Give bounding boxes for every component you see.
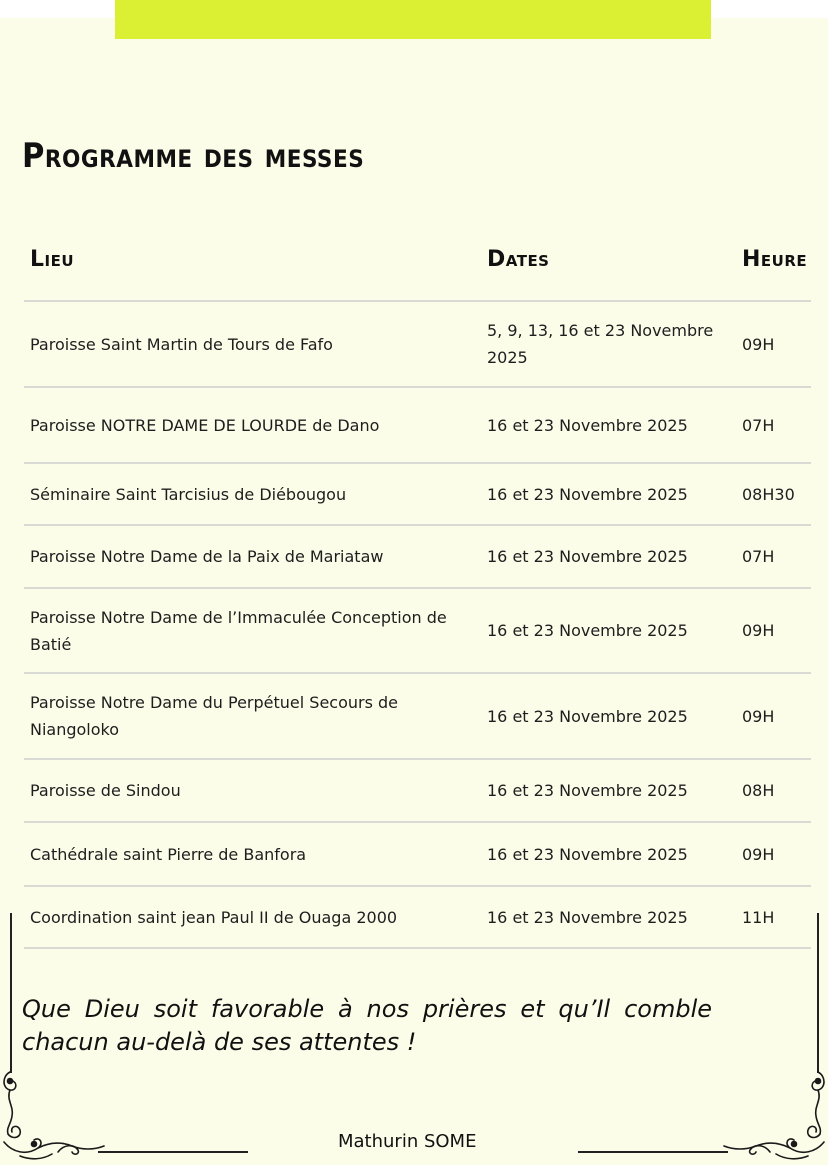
table-row (0, 674, 828, 758)
accent-bar (115, 0, 711, 39)
table-row (0, 464, 828, 524)
cell-heure: 07H (742, 547, 775, 566)
table-row (0, 526, 828, 587)
cell-dates: 16 et 23 Novembre 2025 (487, 415, 688, 435)
cell-lieu: Paroisse NOTRE DAME DE LOURDE de Dano (30, 415, 380, 435)
cell-dates: 16 et 23 Novembre 2025 (487, 781, 688, 800)
cell-dates: 16 et 23 Novembre 2025 (487, 844, 688, 864)
cell-heure: 07H (742, 415, 775, 435)
table-row (0, 302, 828, 386)
page-title: Programme des messes (22, 136, 365, 176)
signature: Mathurin SOME (338, 1131, 477, 1152)
table-row (0, 760, 828, 821)
frame-line-right (817, 913, 819, 1073)
cell-heure: 08H (742, 781, 775, 800)
cell-dates: 16 et 23 Novembre 2025 (487, 706, 688, 726)
table-row (0, 388, 828, 462)
cell-dates: 16 et 23 Novembre 2025 (487, 547, 688, 566)
table-row (0, 589, 828, 672)
table-row (0, 823, 828, 885)
column-header-heure: Heure (742, 247, 808, 272)
top-white-corner-left (0, 0, 115, 18)
cell-heure: 08H30 (742, 484, 795, 504)
cell-dates: 16 et 23 Novembre 2025 (487, 907, 688, 927)
cell-dates: 5, 9, 13, 16 et 23 Novembre 2025 (487, 321, 714, 367)
cell-lieu: Coordination saint jean Paul II de Ouaga 2000 (30, 907, 398, 927)
table-divider (24, 947, 811, 949)
column-header-lieu: Lieu (30, 247, 75, 272)
top-white-corner-right (710, 0, 828, 18)
cell-lieu: Paroisse Notre Dame de l’Immaculée Conception de Batié (30, 607, 447, 654)
cell-heure: 09H (742, 334, 775, 354)
signature-rule-left (98, 1151, 248, 1153)
table-row (0, 887, 828, 947)
cell-dates: 16 et 23 Novembre 2025 (487, 484, 688, 504)
closing-blessing: Que Dieu soit favorable à nos prières et qu’Il comble chacun au-delà de ses attentes ! (22, 995, 712, 1056)
column-header-dates: Dates (487, 247, 550, 272)
frame-line-left (10, 913, 12, 1073)
cell-dates: 16 et 23 Novembre 2025 (487, 621, 688, 640)
cell-lieu: Paroisse Saint Martin de Tours de Fafo (30, 334, 333, 354)
cell-heure: 09H (742, 621, 775, 640)
signature-rule-right (578, 1151, 728, 1153)
cell-lieu: Cathédrale saint Pierre de Banfora (30, 844, 307, 864)
cell-lieu: Paroisse Notre Dame de la Paix de Mariataw (30, 547, 384, 566)
cell-lieu: Paroisse de Sindou (30, 781, 181, 800)
flourish-scroll-icon (714, 1060, 828, 1165)
flourish-scroll-icon (0, 1060, 114, 1165)
cell-heure: 09H (742, 844, 775, 864)
cell-heure: 09H (742, 706, 775, 726)
cell-lieu: Paroisse Notre Dame du Perpétuel Secours de Niangoloko (30, 693, 399, 739)
cell-heure: 11H (742, 907, 775, 927)
cell-lieu: Séminaire Saint Tarcisius de Diébougou (30, 484, 347, 504)
